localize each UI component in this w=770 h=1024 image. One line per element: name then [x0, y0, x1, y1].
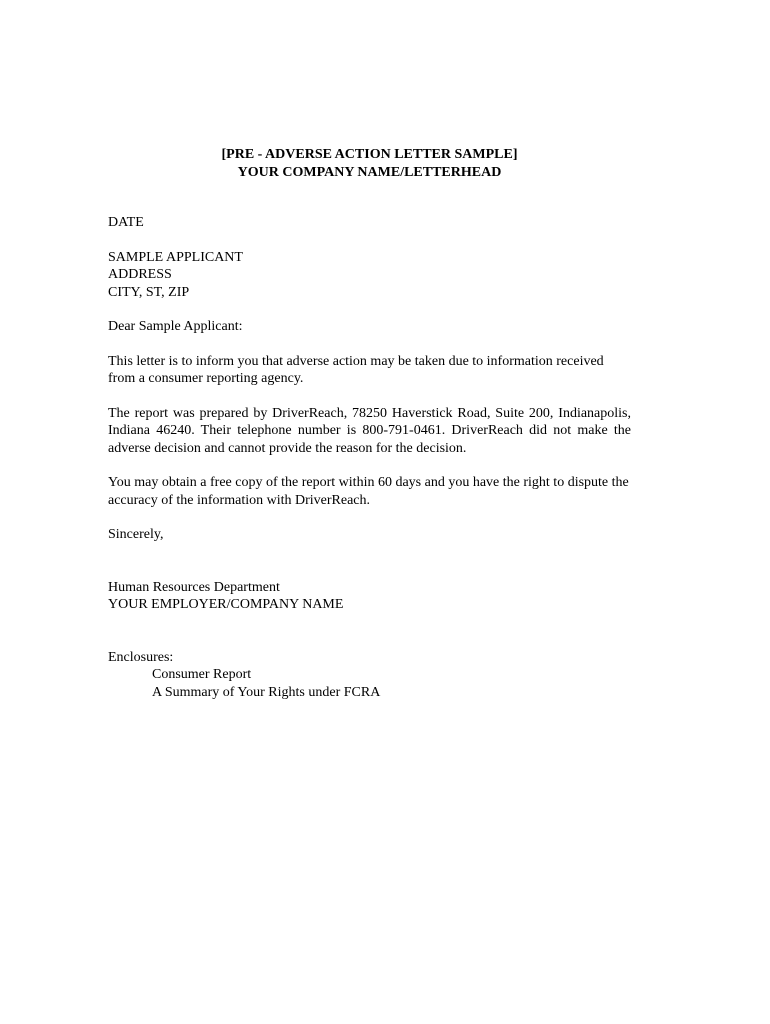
signature-company: YOUR EMPLOYER/COMPANY NAME	[108, 597, 344, 612]
date-line: DATE	[108, 215, 144, 230]
signature-block	[108, 579, 631, 614]
closing: Sincerely,	[108, 527, 164, 542]
salutation: Dear Sample Applicant:	[108, 319, 243, 334]
enclosures-label: Enclosures:	[108, 649, 174, 665]
recipient-city: CITY, ST, ZIP	[108, 284, 190, 300]
letterhead-placeholder: YOUR COMPANY NAME/LETTERHEAD	[237, 164, 502, 180]
enclosure-item: A Summary of Your Rights under FCRA	[152, 684, 381, 700]
recipient-street: ADDRESS	[108, 267, 172, 282]
paragraph-notice: This letter is to inform you that adverse action may be taken due to information received from a consumer reporting agency.	[108, 353, 604, 386]
enclosures-block	[108, 649, 631, 702]
recipient-address	[108, 249, 631, 302]
letter-body	[108, 146, 631, 701]
recipient-name: SAMPLE APPLICANT	[108, 249, 243, 265]
letter-title: [PRE - ADVERSE ACTION LETTER SAMPLE]	[221, 147, 518, 162]
letter-heading	[108, 146, 631, 181]
enclosure-item: Consumer Report	[152, 667, 252, 682]
paragraph-report-source: The report was prepared by DriverReach, 78250 Haverstick Road, Suite 200, Indianapolis, Indiana 46240. Their telephone number is 800-791-0461. DriverReach did not make the adverse decision and cannot provide the reason for the decision.	[108, 405, 631, 456]
paragraph-rights: You may obtain a free copy of the report within 60 days and you have the right to dispute the accuracy of the information with DriverReach.	[108, 475, 629, 508]
signature-department: Human Resources Department	[108, 579, 280, 595]
